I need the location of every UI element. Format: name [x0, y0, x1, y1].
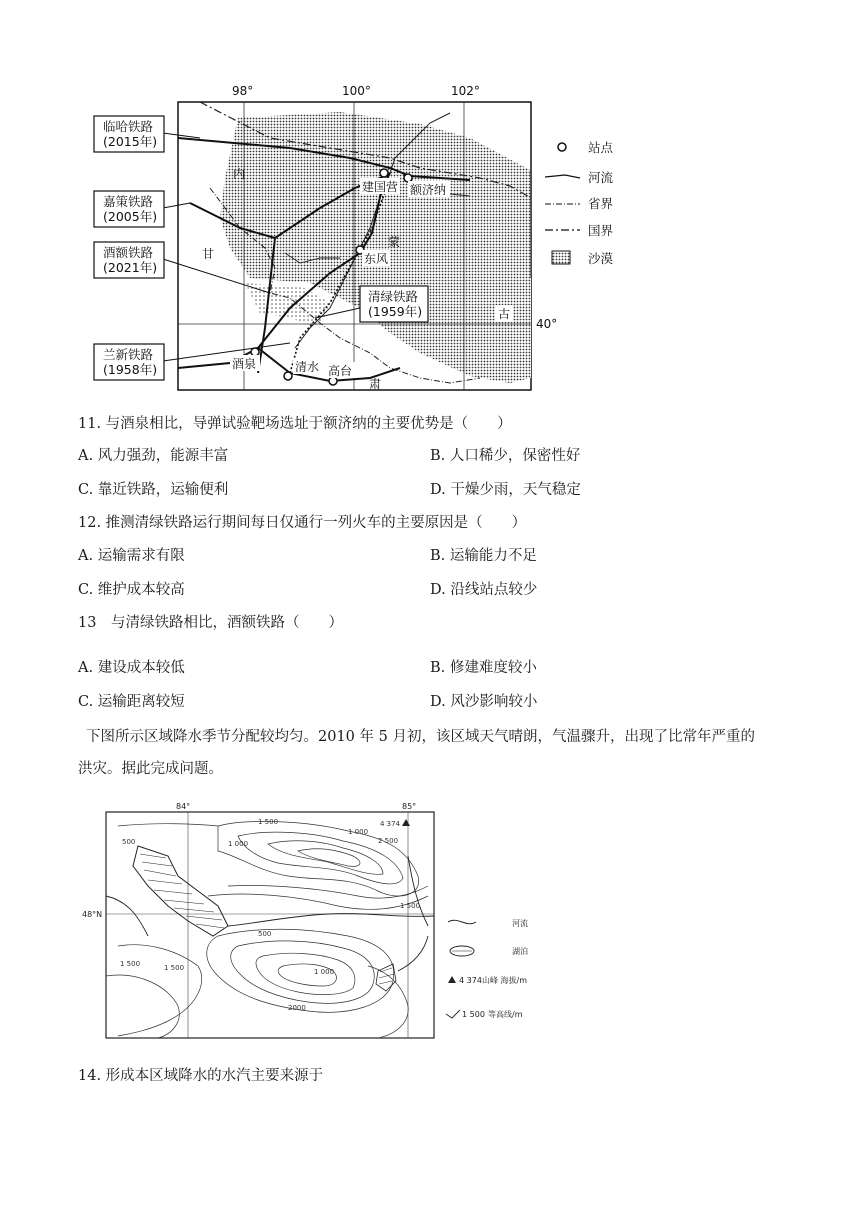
contour-icon — [446, 1010, 460, 1018]
svg-text:等高线/m: 等高线/m — [488, 1010, 523, 1019]
question-13-stem: 13 与清绿铁路相比，酒额铁路（ ） — [78, 615, 343, 631]
contours-north — [118, 821, 428, 909]
lon-label-102: 102° — [451, 84, 480, 98]
svg-text:河流: 河流 — [512, 919, 528, 928]
q13-option-c[interactable]: C. 运输距离较短 — [78, 694, 185, 710]
place-jiuquan: 酒泉 — [232, 357, 257, 371]
svg-text:清绿铁路: 清绿铁路 — [368, 289, 419, 304]
svg-text:兰新铁路: 兰新铁路 — [103, 347, 154, 362]
contour-label: 1 000 — [314, 968, 335, 976]
province-char-meng: 蒙 — [388, 235, 401, 249]
province-char-su: 肃 — [369, 377, 382, 391]
contours-south — [106, 929, 408, 1038]
svg-text:(1958年): (1958年) — [103, 362, 158, 377]
svg-text:(2021年): (2021年) — [103, 260, 158, 275]
topographic-map — [78, 796, 558, 1044]
contour-label: 1 500 — [120, 960, 141, 968]
q12-option-c[interactable]: C. 维护成本较高 — [78, 582, 185, 598]
province-char-nei: 内 — [233, 167, 246, 181]
lon-label-98: 98° — [232, 84, 254, 98]
contour-label: 2000 — [288, 1004, 306, 1012]
map1-legend — [545, 140, 614, 266]
q13-option-b[interactable]: B. 修建难度较小 — [430, 660, 537, 676]
passage-line-1: 下图所示区域降水季节分配较均匀。2010 年 5 月初，该区域天气晴朗，气温骤升，出现了比常年严重的 — [86, 729, 755, 745]
lon-label-84: 84° — [176, 802, 191, 811]
q13-option-a[interactable]: A. 建设成本较低 — [78, 660, 185, 676]
q11-option-b[interactable]: B. 人口稀少，保密性好 — [430, 448, 581, 464]
rivers — [106, 856, 434, 971]
railway-map — [90, 78, 650, 394]
contour-label: 2 500 — [378, 837, 399, 845]
province-char-gu: 古 — [498, 307, 511, 321]
map2-legend — [446, 918, 528, 1019]
province-char-gan: 甘 — [202, 247, 215, 261]
lat-label-48: 48°N — [82, 910, 103, 919]
station-icon — [558, 143, 566, 151]
place-dongfeng: 东风 — [364, 252, 389, 266]
q12-option-b[interactable]: B. 运输能力不足 — [430, 548, 537, 564]
contour-label: 500 — [258, 930, 272, 938]
desert-icon — [552, 251, 570, 264]
lat-label-40: 40° — [536, 317, 558, 331]
svg-text:(2005年): (2005年) — [103, 209, 158, 224]
svg-text:站点: 站点 — [588, 140, 614, 155]
contour-label: 500 — [122, 838, 136, 846]
svg-text:1 500: 1 500 — [462, 1010, 485, 1019]
svg-text:湖泊: 湖泊 — [512, 947, 528, 956]
passage-line-2: 洪灾。据此完成问题。 — [78, 761, 223, 777]
peak-label: 4 374 — [380, 820, 401, 828]
question-11-stem: 11. 与酒泉相比，导弹试验靶场选址于额济纳的主要优势是（ ） — [78, 416, 512, 432]
contour-label: 1 000 — [228, 840, 249, 848]
svg-text:省界: 省界 — [588, 196, 614, 211]
q11-option-a[interactable]: A. 风力强劲，能源丰富 — [78, 448, 229, 464]
contour-label: 1 500 — [258, 818, 279, 826]
lake-hatch-east — [379, 968, 394, 984]
svg-text:嘉策铁路: 嘉策铁路 — [103, 194, 154, 209]
q11-option-c[interactable]: C. 靠近铁路，运输便利 — [78, 482, 229, 498]
q13-option-d[interactable]: D. 风沙影响较小 — [430, 694, 538, 710]
lon-label-85: 85° — [402, 802, 417, 811]
svg-text:国界: 国界 — [588, 223, 614, 238]
railway-tag-jiace — [94, 191, 190, 227]
svg-text:(1959年): (1959年) — [368, 304, 423, 319]
place-qingshui: 清水 — [295, 360, 320, 374]
svg-text:(2015年): (2015年) — [103, 134, 158, 149]
river-icon — [545, 175, 580, 178]
lon-label-100: 100° — [342, 84, 371, 98]
place-jiangucheng: 建国营 — [362, 180, 399, 194]
peak-icon — [448, 976, 456, 983]
place-ejina: 额济纳 — [410, 183, 447, 197]
q12-option-a[interactable]: A. 运输需求有限 — [78, 548, 185, 564]
question-14-stem: 14. 形成本区域降水的水汽主要来源于 — [78, 1068, 324, 1084]
svg-text:沙漠: 沙漠 — [588, 251, 614, 266]
svg-text:山峰 海拔/m: 山峰 海拔/m — [482, 976, 528, 985]
place-gaotai: 高台 — [328, 364, 353, 378]
lake-shape — [133, 846, 228, 936]
contour-label: 1 500 — [400, 902, 421, 910]
svg-text:酒额铁路: 酒额铁路 — [103, 245, 154, 260]
svg-text:4 374: 4 374 — [459, 976, 482, 985]
peak-icon — [402, 819, 410, 826]
svg-text:临哈铁路: 临哈铁路 — [103, 119, 154, 134]
railway-tag-linha — [94, 116, 200, 152]
contour-label: 1 000 — [348, 828, 369, 836]
contour-label: 1 500 — [164, 964, 185, 972]
question-12-stem: 12. 推测清绿铁路运行期间每日仅通行一列火车的主要原因是（ ） — [78, 515, 527, 531]
river-icon — [448, 920, 476, 923]
q11-option-d[interactable]: D. 干燥少雨，天气稳定 — [430, 482, 581, 498]
svg-text:河流: 河流 — [588, 170, 614, 185]
q12-option-d[interactable]: D. 沿线站点较少 — [430, 582, 538, 598]
